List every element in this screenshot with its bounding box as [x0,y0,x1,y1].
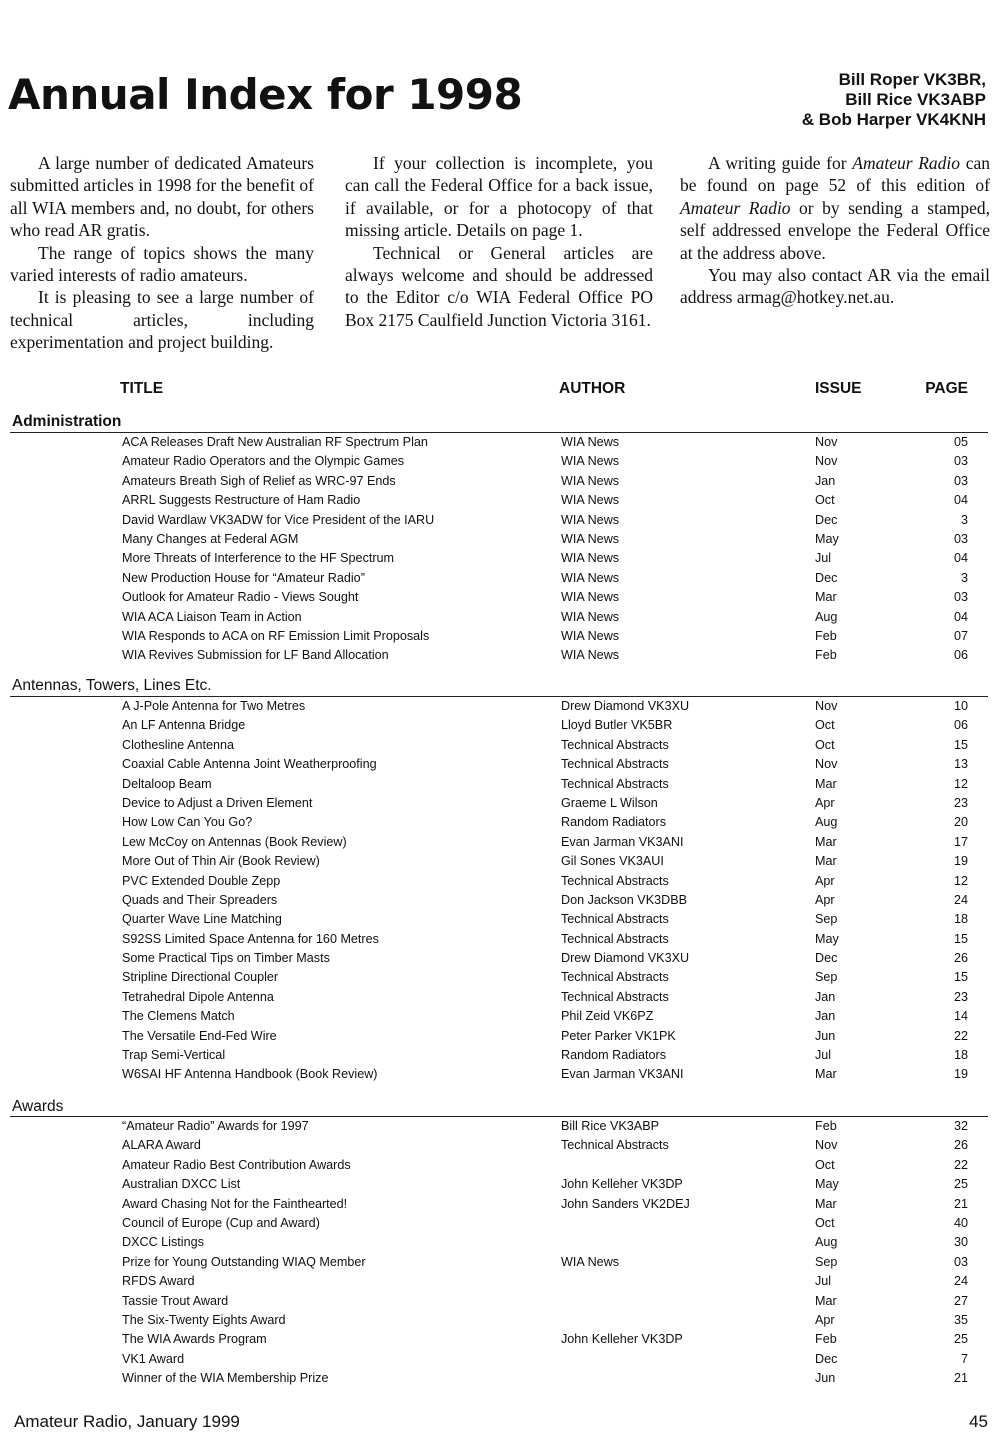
article-page: 22 [953,1157,968,1172]
table-row [0,930,1000,949]
article-issue: May [815,931,839,946]
article-title: Winner of the WIA Membership Prize [122,1371,329,1386]
article-page: 17 [953,834,968,849]
article-issue: Oct [815,1157,835,1172]
intro-paragraph: You may also contact AR via the email address armag@hotkey.net.au. [680,265,990,308]
footer-page-number: 45 [969,1412,988,1431]
article-issue: Apr [815,892,835,907]
article-page: 18 [953,912,968,927]
article-author: Technical Abstracts [561,970,669,985]
article-issue: Sep [815,1254,838,1269]
table-row [0,910,1000,929]
table-row [0,1214,1000,1233]
table-row [0,1007,1000,1026]
article-issue: Apr [815,1312,835,1327]
table-row [0,1330,1000,1349]
article-author: WIA News [561,512,620,527]
article-author: Random Radiators [561,815,666,830]
article-page: 23 [953,795,968,810]
article-page: 14 [953,1009,968,1024]
table-row [0,1233,1000,1252]
article-issue: Mar [815,1196,837,1211]
article-page: 07 [953,628,968,643]
article-author: Technical Abstracts [561,757,669,772]
section-rows [0,433,1000,666]
article-author: Technical Abstracts [561,776,669,791]
table-row [0,530,1000,549]
article-issue: Nov [815,757,838,772]
article-page: 25 [953,1177,968,1192]
article-author: Evan Jarman VK3ANI [561,834,684,849]
article-issue: Feb [815,1332,837,1347]
intro-paragraph: It is pleasing to see a large number of technical articles, including experimentation and project building. [10,287,314,353]
article-title: More Out of Thin Air (Book Review) [122,854,320,869]
article-author: Bill Rice VK3ABP [561,1119,659,1133]
footer-magazine: Amateur Radio, January 1999 [14,1412,240,1431]
table-row [0,775,1000,794]
article-issue: Aug [815,609,838,624]
table-row [0,794,1000,813]
article-page: 19 [953,854,968,869]
author-line: & Bob Harper VK4KNH [801,110,986,129]
article-page: 40 [953,1215,968,1230]
article-page: 26 [953,1138,968,1153]
table-row [0,1272,1000,1291]
article-author: Phil Zeid VK6PZ [561,1009,654,1024]
article-page: 15 [953,970,968,985]
article-page: 03 [953,590,968,605]
article-issue: Feb [815,628,837,643]
intro-paragraph: If your collection is incomplete, you can call the Federal Office for a back issue, if available, or for a photocopy of that missing article. Details on page 1. [345,153,653,241]
article-title: Tetrahedral Dipole Antenna [122,989,274,1004]
table-row [0,833,1000,852]
article-title: The Clemens Match [122,1009,235,1024]
table-row [0,949,1000,968]
article-author: John Sanders VK2DEJ [561,1196,690,1211]
article-author: Random Radiators [561,1048,666,1063]
article-page: 32 [953,1119,968,1133]
article-issue: Mar [815,590,837,605]
table-row [0,1350,1000,1369]
table-row [0,813,1000,832]
table-row [0,627,1000,646]
article-title: David Wardlaw VK3ADW for Vice President of the IARU [122,512,435,527]
table-row [0,716,1000,735]
article-issue: Oct [815,718,835,733]
article-author: Evan Jarman VK3ANI [561,1067,684,1082]
intro-paragraph: Technical or General articles are always welcome and should be addressed to the Editor c/o WIA Federal Office PO Box 2175 Caulfield Junction Victoria 3161. [345,242,653,330]
intro-paragraph [680,152,990,264]
article-issue: Nov [815,1138,838,1153]
table-row [0,608,1000,627]
article-title: WIA Responds to ACA on RF Emission Limit Proposals [122,628,430,643]
article-page: 04 [953,609,968,624]
article-page: 12 [953,873,968,888]
article-page: 20 [953,815,968,830]
article-author: Don Jackson VK3DBB [561,892,687,907]
table-row [0,588,1000,607]
table-row [0,646,1000,665]
article-issue: Dec [815,512,838,527]
article-issue: Dec [815,951,838,966]
table-row [0,852,1000,871]
article-page: 12 [953,776,968,791]
table-row [0,1136,1000,1155]
article-issue: Sep [815,970,838,985]
article-title: Some Practical Tips on Timber Masts [122,951,330,966]
table-row [0,472,1000,491]
article-issue: Apr [815,795,835,810]
article-title: DXCC Listings [122,1235,204,1250]
article-page: 22 [953,1028,968,1043]
section-heading: Awards [12,1098,64,1115]
article-page: 19 [953,1067,968,1082]
article-author: WIA News [561,570,620,585]
article-page: 15 [953,737,968,752]
article-title: The Versatile End-Fed Wire [122,1028,277,1043]
article-title: Australian DXCC List [122,1177,241,1192]
intro-column-1 [10,152,314,354]
article-title: A J-Pole Antenna for Two Metres [122,699,306,713]
article-page: 03 [953,531,968,546]
article-author: Technical Abstracts [561,873,669,888]
table-row [0,1311,1000,1330]
article-title: Lew McCoy on Antennas (Book Review) [122,834,347,849]
table-row [0,736,1000,755]
article-author: WIA News [561,454,620,469]
article-title: More Threats of Interference to the HF Spectrum [122,551,395,566]
article-author: WIA News [561,628,620,643]
article-title: W6SAI HF Antenna Handbook (Book Review) [122,1067,378,1082]
article-issue: Jun [815,1371,836,1386]
article-author: WIA News [561,551,620,566]
article-title: Stripline Directional Coupler [122,970,279,985]
article-issue: Dec [815,570,838,585]
author-line: Bill Roper VK3BR, [838,70,986,89]
article-page: 3 [960,512,968,527]
table-row [0,569,1000,588]
article-title: Prize for Young Outstanding WIAQ Member [122,1254,366,1269]
article-issue: May [815,531,839,546]
magazine-name: Amateur Radio [680,197,791,218]
magazine-name: Amateur Radio [852,153,961,173]
article-author: WIA News [561,473,620,488]
article-page: 04 [953,551,968,566]
article-author: Technical Abstracts [561,737,669,752]
article-issue: Oct [815,1215,835,1230]
column-header-page: PAGE [925,380,968,397]
article-issue: Apr [815,873,835,888]
article-author: Technical Abstracts [561,989,669,1004]
table-row [0,1046,1000,1065]
article-author: John Kelleher VK3DP [561,1332,683,1347]
table-row [0,1292,1000,1311]
article-title: Amateurs Breath Sigh of Relief as WRC-97 Ends [122,473,396,488]
article-author: Graeme L Wilson [561,795,658,810]
article-author: Technical Abstracts [561,931,669,946]
article-title: PVC Extended Double Zepp [122,873,281,888]
table-row [0,549,1000,568]
article-author: Drew Diamond VK3XU [561,699,690,713]
article-page: 13 [953,757,968,772]
article-issue: Nov [815,435,838,449]
article-issue: Nov [815,699,838,713]
article-title: Council of Europe (Cup and Award) [122,1215,320,1230]
article-issue: Mar [815,1067,837,1082]
table-row [0,452,1000,471]
article-title: An LF Antenna Bridge [122,718,246,733]
text-run: can be found on page 52 of this edition of [680,153,990,196]
article-author: WIA News [561,590,620,605]
table-row [0,1369,1000,1388]
article-issue: Jul [815,1274,832,1289]
article-issue: Jul [815,551,832,566]
article-title: Device to Adjust a Driven Element [122,795,313,810]
article-issue: Mar [815,854,837,869]
article-author: WIA News [561,435,620,449]
article-issue: Feb [815,1119,837,1133]
column-header-author: AUTHOR [559,380,626,397]
intro-column-2 [345,152,653,331]
table-row [0,1065,1000,1084]
article-issue: Jan [815,989,836,1004]
article-page: 21 [953,1371,968,1386]
article-title: RFDS Award [122,1274,195,1289]
article-issue: Dec [815,1351,838,1366]
section-heading: Administration [12,413,122,430]
article-page: 21 [953,1196,968,1211]
article-title: Award Chasing Not for the Fainthearted! [122,1196,348,1211]
article-title: Quarter Wave Line Matching [122,912,282,927]
author-credits [726,70,986,130]
article-issue: Oct [815,737,835,752]
article-page: 04 [953,493,968,508]
article-title: The Six-Twenty Eights Award [122,1312,286,1327]
article-title: Outlook for Amateur Radio - Views Sought [122,590,359,605]
article-title: Coaxial Cable Antenna Joint Weatherproofing [122,757,377,772]
article-author: WIA News [561,648,620,663]
article-page: 03 [953,454,968,469]
article-title: Quads and Their Spreaders [122,892,278,907]
article-title: Deltaloop Beam [122,776,212,791]
article-author: WIA News [561,531,620,546]
article-page: 25 [953,1332,968,1347]
article-title: Amateur Radio Operators and the Olympic Games [122,454,405,469]
article-title: ARRL Suggests Restructure of Ham Radio [122,493,361,508]
article-page: 3 [960,570,968,585]
table-row [0,1156,1000,1175]
table-row [0,1175,1000,1194]
article-title: VK1 Award [122,1351,185,1366]
article-title: ALARA Award [122,1138,201,1153]
article-page: 15 [953,931,968,946]
article-title: “Amateur Radio” Awards for 1997 [122,1119,309,1133]
column-header-issue: ISSUE [815,380,862,397]
article-issue: Jun [815,1028,836,1043]
table-row [0,968,1000,987]
article-author: Technical Abstracts [561,912,669,927]
article-page: 35 [953,1312,968,1327]
intro-column-3 [680,152,990,309]
author-line: Bill Rice VK3ABP [845,90,986,109]
table-row [0,433,1000,452]
table-row [0,988,1000,1007]
article-page: 24 [953,892,968,907]
article-issue: Feb [815,648,837,663]
article-title: ACA Releases Draft New Australian RF Spectrum Plan [122,435,428,449]
article-issue: Mar [815,834,837,849]
table-row [0,491,1000,510]
article-page: 26 [953,951,968,966]
table-row [0,1027,1000,1046]
page-title: Annual Index for 1998 [8,70,523,119]
article-page: 06 [953,718,968,733]
table-row [0,872,1000,891]
section-heading: Antennas, Towers, Lines Etc. [12,677,212,694]
article-page: 18 [953,1048,968,1063]
article-title: How Low Can You Go? [122,815,253,830]
article-issue: Mar [815,776,837,791]
article-author: Drew Diamond VK3XU [561,951,690,966]
article-author: Lloyd Butler VK5BR [561,718,673,733]
article-author: Peter Parker VK1PK [561,1028,676,1043]
article-issue: Sep [815,912,838,927]
table-row [0,1253,1000,1272]
article-title: S92SS Limited Space Antenna for 160 Metres [122,931,379,946]
article-issue: Oct [815,493,835,508]
article-author: WIA News [561,493,620,508]
article-author: WIA News [561,609,620,624]
text-run: or by sending a stamped, self addressed envelope the Federal Office at the address above. [680,197,990,263]
article-author: Technical Abstracts [561,1138,669,1153]
table-row [0,697,1000,716]
article-issue: Jan [815,473,836,488]
article-issue: Jul [815,1048,832,1063]
article-issue: Mar [815,1293,837,1308]
article-issue: Aug [815,815,838,830]
article-title: Trap Semi-Vertical [122,1048,226,1063]
section-rows [0,1117,1000,1388]
article-page: 27 [953,1293,968,1308]
article-title: New Production House for “Amateur Radio” [122,570,365,585]
article-page: 10 [953,699,968,713]
article-title: Clothesline Antenna [122,737,235,752]
index-column-headers [0,380,1000,400]
article-page: 24 [953,1274,968,1289]
article-author: John Kelleher VK3DP [561,1177,683,1192]
intro-paragraph: A large number of dedicated Amateurs submitted articles in 1998 for the benefit of all WIA members and, no doubt, for others who read AR gratis. [10,153,314,241]
section-rows [0,697,1000,1085]
article-title: The WIA Awards Program [122,1332,267,1347]
article-page: 03 [953,473,968,488]
article-page: 06 [953,648,968,663]
article-title: Many Changes at Federal AGM [122,531,299,546]
article-title: Tassie Trout Award [122,1293,229,1308]
article-issue: Jan [815,1009,836,1024]
article-page: 7 [960,1351,968,1366]
article-author: WIA News [561,1254,620,1269]
text-run: A writing guide for [708,153,853,173]
article-page: 03 [953,1254,968,1269]
article-author: Gil Sones VK3AUI [561,854,664,869]
article-title: WIA ACA Liaison Team in Action [122,609,302,624]
table-row [0,511,1000,530]
table-row [0,1117,1000,1136]
article-title: WIA Revives Submission for LF Band Allocation [122,648,389,663]
article-issue: Aug [815,1235,838,1250]
article-issue: May [815,1177,839,1192]
column-header-title: TITLE [120,380,164,397]
article-page: 30 [953,1235,968,1250]
article-page: 23 [953,989,968,1004]
article-page: 05 [953,435,968,449]
table-row [0,755,1000,774]
table-row [0,891,1000,910]
article-issue: Nov [815,454,838,469]
table-row [0,1195,1000,1214]
intro-paragraph: The range of topics shows the many varied interests of radio amateurs. [10,242,314,286]
article-title: Amateur Radio Best Contribution Awards [122,1157,351,1172]
